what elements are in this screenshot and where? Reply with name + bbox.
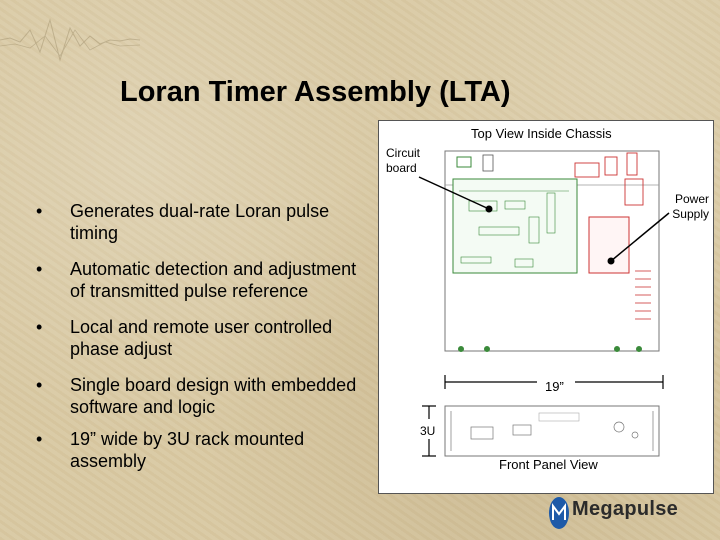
chassis-diagram-panel: [378, 120, 714, 494]
feature-list: [36, 200, 366, 472]
bullet-item: • 19” wide by 3U rack mounted assembly: [36, 428, 366, 472]
logo-text: Megapulse: [572, 498, 679, 520]
bullet-item: • Single board design with embedded software and logic: [36, 374, 366, 418]
width-dimension-label: 19”: [545, 379, 564, 394]
megapulse-logo: [548, 492, 688, 532]
circuit-board-label: Circuit board: [386, 146, 421, 175]
slide-title: Loran Timer Assembly (LTA): [120, 76, 511, 108]
decorative-waveform: [0, 0, 200, 80]
bullet-item: • Automatic detection and adjustment of transmitted pulse reference: [36, 258, 366, 302]
power-supply-label: Power Supply: [672, 192, 709, 221]
height-dimension-label: 3U: [420, 424, 436, 438]
megapulse-m-icon: [548, 496, 570, 530]
bullet-item: • Generates dual-rate Loran pulse timing: [36, 200, 366, 244]
bullet-item: • Local and remote user controlled phase adjust: [36, 316, 366, 360]
front-panel-label: Front Panel View: [499, 457, 598, 472]
top-view-label: Top View Inside Chassis: [471, 126, 612, 141]
